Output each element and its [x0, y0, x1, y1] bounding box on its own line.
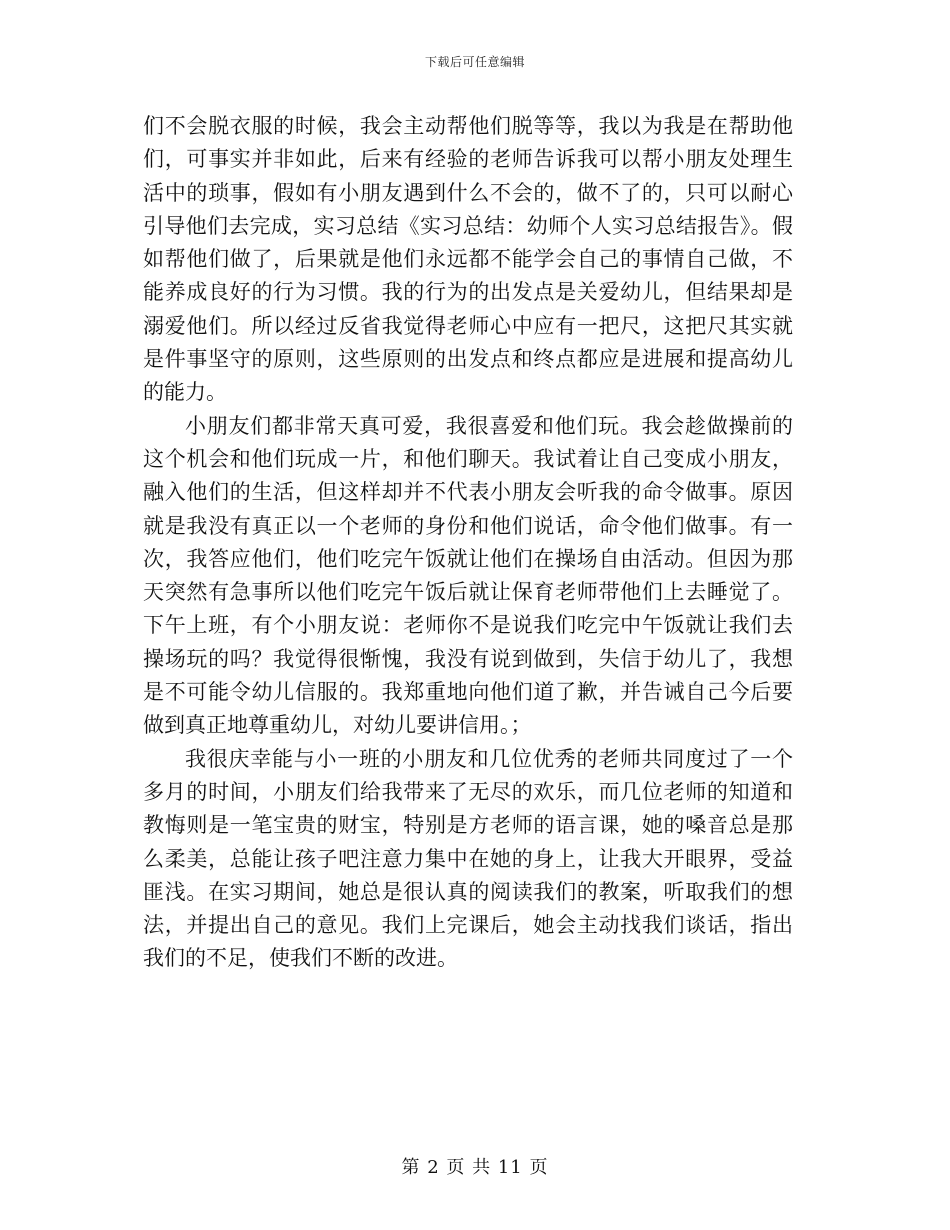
paragraph-1: 们不会脱衣服的时候，我会主动帮他们脱等等，我以为我是在帮助他们，可事实并非如此，后来有经验的老师告诉我可以帮小朋友处理生活中的琐事，假如有小朋友遇到什么不会的，做不了的，只可以耐心引导他们去完成，实习总结《实习总结：幼师个人实习总结报告》。假如帮他们做了，后果就是他们永远都不能学会自己的事情自己做，不能养成良好的行为习惯。我的行为的出发点是关爱幼儿，但结果却是溺爱他们。所以经过反省我觉得老师心中应有一把尺，这把尺其实就是件事坚守的原则，这些原则的出发点和终点都应是进展和提高幼儿的能力。 [143, 114, 793, 405]
page-header: 下载后可任意编辑 [424, 55, 525, 69]
page-number-footer: 第 2 页 共 11 页 [401, 1157, 549, 1178]
paragraph-2: 小朋友们都非常天真可爱，我很喜爱和他们玩。我会趁做操前的这个机会和他们玩成一片，和他们聊天。我试着让自己变成小朋友，融入他们的生活，但这样却并不代表小朋友会听我的命令做事。原因就是我没有真正以一个老师的身份和他们说话，命令他们做事。有一次，我答应他们，他们吃完午饭就让他们在操场自由活动。但因为那天突然有急事所以他们吃完午饭后就让保育老师带他们上去睡觉了。下午上班，有个小朋友说：老师你不是说我们吃完中午饭就让我们去操场玩的吗？我觉得很惭愧，我没有说到做到，失信于幼儿了，我想是不可能令幼儿信服的。我郑重地向他们道了歉，并告诫自己今后要做到真正地尊重幼儿，对幼儿要讲信用。； [143, 413, 793, 738]
document-body [143, 110, 793, 976]
paragraph-3: 我很庆幸能与小一班的小朋友和几位优秀的老师共同度过了一个多月的时间，小朋友们给我带来了无尽的欢乐，而几位老师的知道和教悔则是一笔宝贵的财宝，特别是方老师的语言课，她的嗓音总是那么柔美，总能让孩子吧注意力集中在她的身上，让我大开眼界，受益匪浅。在实习期间，她总是很认真的阅读我们的教案，听取我们的想法，并提出自己的意见。我们上完课后，她会主动找我们谈话，指出我们的不足，使我们不断的改进。 [143, 746, 793, 971]
